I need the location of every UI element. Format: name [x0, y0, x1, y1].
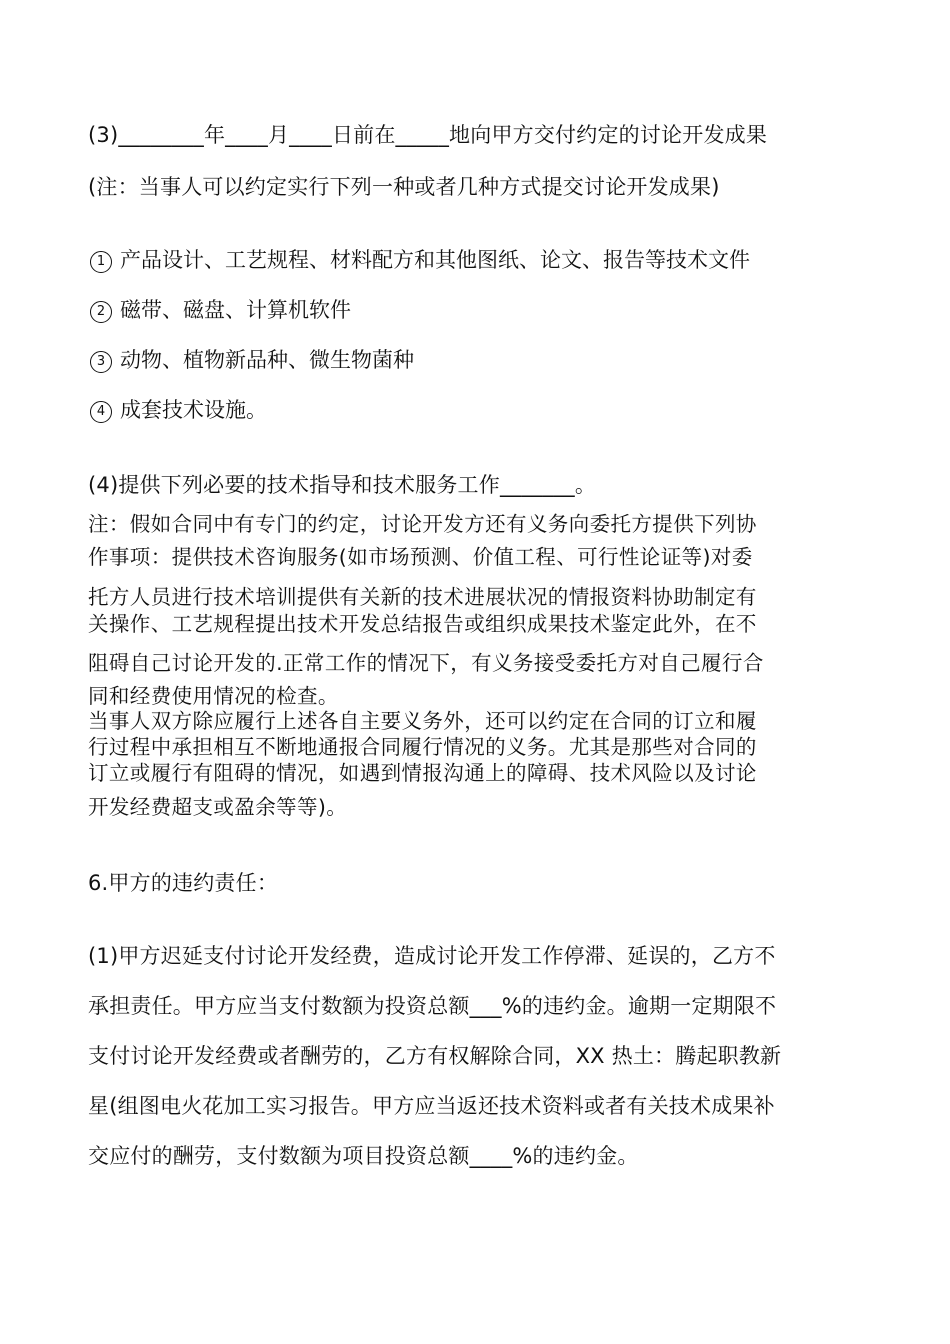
- section6-line: (1)甲方迟延支付讨论开发经费，造成讨论开发工作停滞、延误的，乙方不: [88, 944, 776, 968]
- item4-note-line: 当事人双方除应履行上述各自主要义务外，还可以约定在合同的订立和履: [88, 709, 757, 733]
- item4-note-line: 订立或履行有阻碍的情况，如遇到情报沟通上的障碍、技术风险以及讨论: [88, 761, 757, 785]
- item3-line: (3)________年____月____日前在_____地向甲方交付约定的讨论开发成果: [88, 123, 768, 147]
- item4-note-line: 行过程中承担相互不断地通报合同履行情况的义务。尤其是那些对合同的: [88, 735, 757, 759]
- section6-line: 交应付的酬劳，支付数额为项目投资总额____%的违约金。: [88, 1144, 639, 1168]
- list-item-text: 磁带、磁盘、计算机软件: [120, 298, 351, 322]
- item4-note-line: 阻碍自己讨论开发的.正常工作的情况下，有义务接受委托方对自己履行合: [88, 651, 764, 675]
- section6-line: 星(组图电火花加工实习报告。甲方应当返还技术资料或者有关技术成果补: [88, 1094, 775, 1118]
- item4-note-line: 作事项：提供技术咨询服务(如市场预测、价值工程、可行性论证等)对委: [88, 545, 753, 569]
- circled-number-3: 3: [90, 351, 112, 373]
- item3-note: (注：当事人可以约定实行下列一种或者几种方式提交讨论开发成果): [88, 175, 720, 199]
- item4-note-line: 托方人员进行技术培训提供有关新的技术进展状况的情报资料协助制定有: [88, 585, 757, 609]
- circled-number-4: 4: [90, 401, 112, 423]
- list-item-text: 成套技术设施。: [120, 398, 267, 422]
- list-item: [90, 246, 880, 274]
- section6-heading: 6.甲方的违约责任：: [88, 871, 279, 895]
- section6-line: 支付讨论开发经费或者酬劳的，乙方有权解除合同，XX 热土：腾起职教新: [88, 1044, 782, 1068]
- list-item: [90, 396, 880, 424]
- item4-line: (4)提供下列必要的技术指导和技术服务工作_______。: [88, 473, 597, 497]
- section6-line: 承担责任。甲方应当支付数额为投资总额___%的违约金。逾期一定期限不: [88, 994, 777, 1018]
- list-item-text: 动物、植物新品种、微生物菌种: [120, 348, 414, 372]
- circled-number-2: 2: [90, 301, 112, 323]
- item4-note-line: 关操作、工艺规程提出技术开发总结报告或组织成果技术鉴定此外，在不: [88, 612, 757, 636]
- circled-number-1: 1: [90, 251, 112, 273]
- item4-note-line: 同和经费使用情况的检查。: [88, 684, 339, 708]
- list-item: [90, 296, 880, 324]
- item4-note-line: 开发经费超支或盈余等等)。: [88, 795, 348, 819]
- item4-note-line: 注：假如合同中有专门的约定，讨论开发方还有义务向委托方提供下列协: [88, 512, 757, 536]
- list-item: [90, 346, 880, 374]
- list-item-text: 产品设计、工艺规程、材料配方和其他图纸、论文、报告等技术文件: [120, 248, 750, 272]
